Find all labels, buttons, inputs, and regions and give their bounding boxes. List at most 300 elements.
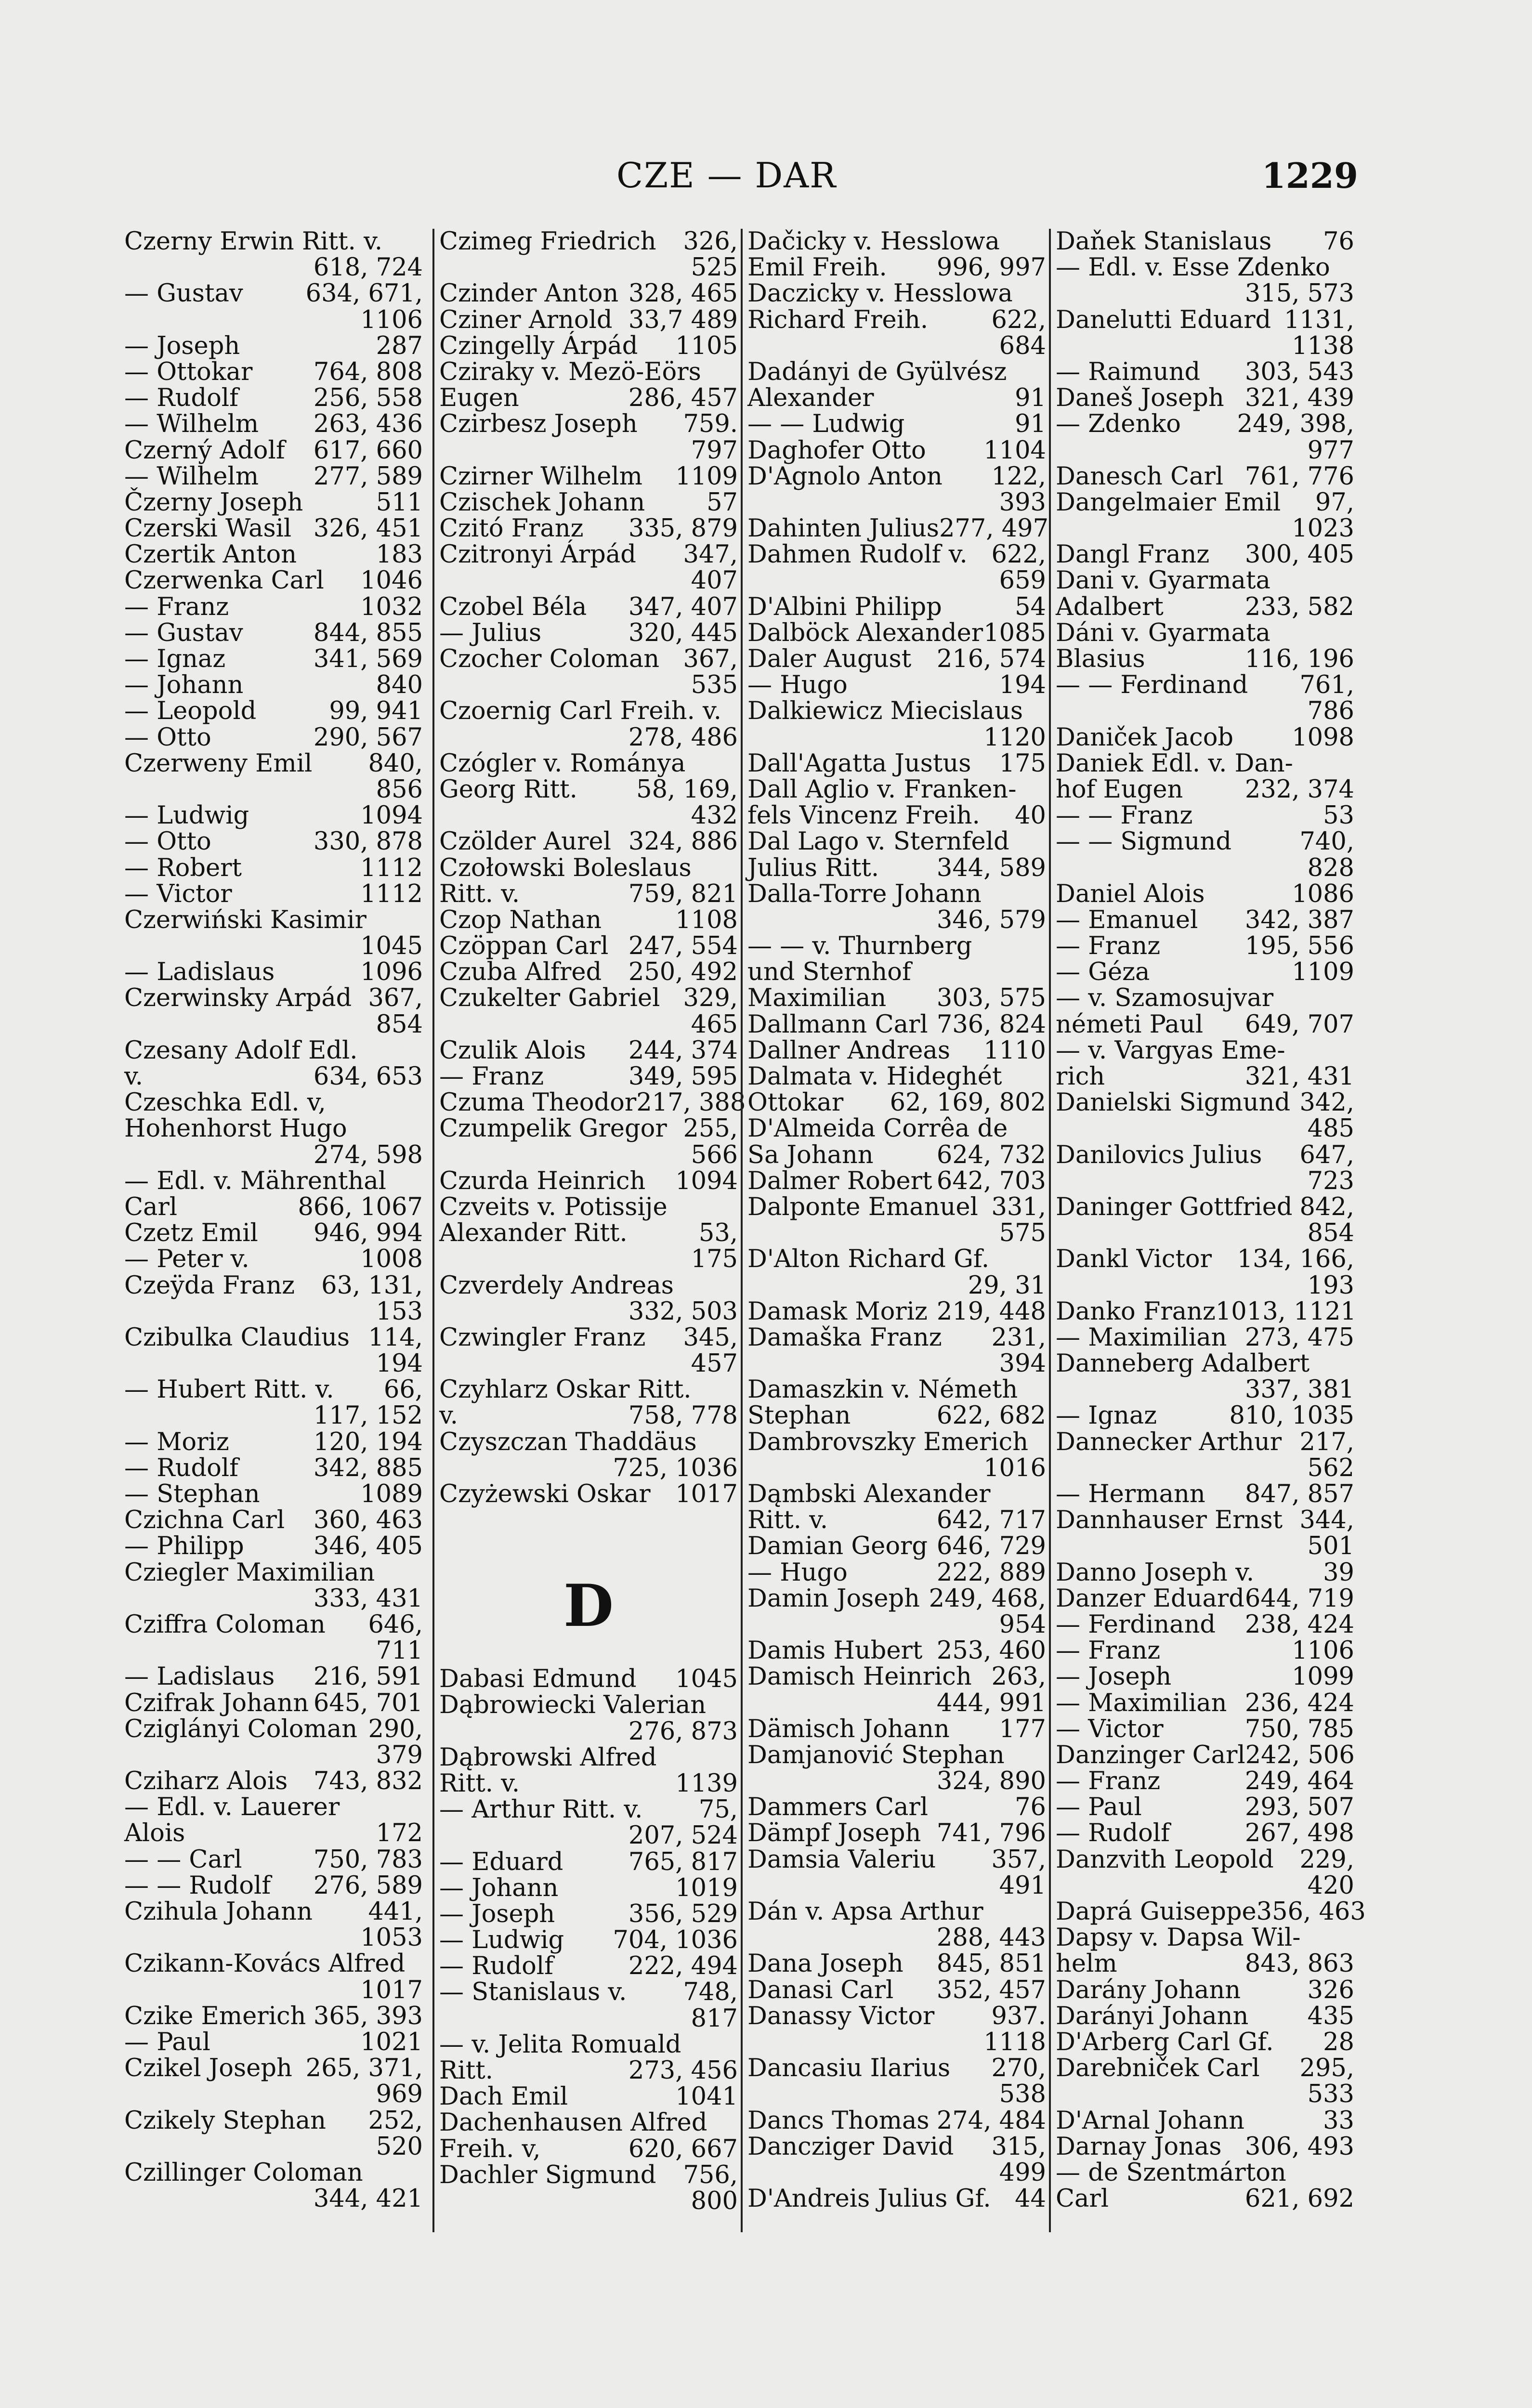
entry-name: — Wilhelm <box>124 410 259 439</box>
entry-name: Danzvith Leopold <box>1056 1845 1274 1874</box>
index-entry <box>124 1194 423 1220</box>
entry-name: Danno Joseph v. <box>1056 1558 1255 1587</box>
index-entry <box>439 829 738 855</box>
entry-pages: 352, 457 <box>936 1976 1046 2004</box>
index-entry <box>439 1455 738 1481</box>
entry-name: Dalböck Alexander <box>747 618 983 647</box>
entry-pages: 642, 703 <box>936 1166 1046 1195</box>
index-entry <box>1056 1012 1354 1038</box>
entry-name: Blasius <box>1056 645 1145 673</box>
entry-name: Sa Johann <box>747 1140 874 1169</box>
index-entry <box>747 1560 1046 1586</box>
index-entry <box>747 907 1046 933</box>
column-4 <box>1049 227 1366 2232</box>
entry-name: Daprá Guiseppe <box>1056 1898 1257 1926</box>
entry-name: Darány Johann <box>1056 1976 1241 2004</box>
entry-name: Dangl Franz <box>1056 540 1210 569</box>
index-entry <box>1056 672 1354 698</box>
entry-name: Danzer Eduard <box>1056 1584 1244 1613</box>
entry-name: Czerski Wasil <box>124 514 292 543</box>
entry-pages: 273, 475 <box>1244 1323 1354 1352</box>
index-entry <box>1056 959 1354 985</box>
entry-name: — Emanuel <box>1056 905 1198 934</box>
entry-pages: 644, 719 <box>1244 1584 1354 1613</box>
entry-name: — Johann <box>124 671 244 700</box>
index-entry <box>439 1875 738 1901</box>
header-range: CZE — DAR <box>616 155 837 196</box>
index-entry <box>439 1273 738 1299</box>
index-entry <box>747 777 1046 803</box>
index-entry <box>124 1273 423 1299</box>
index-entry <box>124 1455 423 1481</box>
index-entry <box>1056 1638 1354 1664</box>
entry-pages: 58, 169, <box>636 775 738 804</box>
entry-name: Daninger Gottfried <box>1056 1192 1293 1221</box>
index-entry <box>439 1953 738 1979</box>
index-entry <box>747 438 1046 464</box>
index-entry <box>1056 620 1354 646</box>
index-entry <box>439 307 738 333</box>
entry-name: Czerný Adolf <box>124 436 285 465</box>
entry-name: Dahmen Rudolf v. <box>747 540 968 569</box>
entry-name: Dallner Andreas <box>747 1036 950 1065</box>
entry-name: — — Franz <box>1056 801 1193 830</box>
entry-name: — Rudolf <box>1056 1819 1170 1848</box>
entry-pages: 116, 196 <box>1244 645 1354 673</box>
entry-pages: 76 <box>1015 1793 1046 1822</box>
entry-name: D'Andreis Julius Gf. <box>747 2185 991 2213</box>
entry-pages: 1085 <box>983 618 1046 647</box>
entry-pages: 828 <box>1307 853 1354 882</box>
entry-pages: 659 <box>999 566 1046 595</box>
entry-pages: 759. <box>683 410 738 439</box>
entry-name: Czocher Coloman <box>439 645 660 673</box>
entry-pages: 194 <box>999 671 1046 700</box>
entry-pages: 645, 701 <box>313 1688 423 1717</box>
entry-pages: 741, 796 <box>936 1819 1046 1848</box>
entry-pages: 326, <box>683 227 738 256</box>
entry-pages: 236, 424 <box>1244 1688 1354 1717</box>
entry-pages: 435 <box>1307 2002 1354 2030</box>
entry-pages: 1017 <box>360 1976 423 2004</box>
index-entry <box>747 1820 1046 1846</box>
entry-pages: 175 <box>691 1245 738 1274</box>
index-entry <box>1056 1090 1354 1116</box>
entry-pages: 759, 821 <box>628 879 738 908</box>
entry-pages: 1109 <box>1292 958 1354 987</box>
entry-name: — Victor <box>1056 1714 1164 1743</box>
index-entry <box>1056 777 1354 803</box>
index-entry <box>439 229 738 255</box>
index-entry <box>124 307 423 333</box>
entry-pages: 91 <box>1015 384 1046 413</box>
entry-pages: 345, <box>683 1323 738 1352</box>
entry-pages: 360, 463 <box>313 1506 423 1535</box>
entry-pages: 622, <box>991 540 1046 569</box>
index-entry <box>747 672 1046 698</box>
entry-name: — Gustav <box>124 279 243 308</box>
index-entry <box>439 2162 738 2188</box>
entry-pages: 1045 <box>360 932 423 961</box>
entry-name: — Hubert Ritt. v. <box>124 1375 334 1404</box>
entry-pages: 1046 <box>360 566 423 595</box>
entry-pages: 1041 <box>675 2082 738 2111</box>
entry-pages: 249, 398, <box>1237 410 1354 439</box>
entry-name: — Paul <box>124 2028 210 2056</box>
index-entry <box>1056 333 1354 359</box>
entry-name: — v. Szamosujvar <box>1056 984 1274 1013</box>
index-entry <box>439 1901 738 1927</box>
entry-pages: 797 <box>691 436 738 465</box>
entry-pages: 704, 1036 <box>613 1926 738 1955</box>
index-entry <box>439 2032 738 2058</box>
index-entry <box>124 1090 423 1116</box>
index-entry <box>747 411 1046 437</box>
index-entry <box>747 1664 1046 1690</box>
entry-pages: 328, 465 <box>628 279 738 308</box>
index-entry <box>439 672 738 698</box>
entry-name: Ritt. v. <box>747 1506 828 1535</box>
index-entry <box>124 2029 423 2055</box>
index-entry <box>124 1429 423 1455</box>
entry-pages: 624, 732 <box>936 1140 1046 1169</box>
index-entry <box>124 281 423 307</box>
index-entry <box>747 1377 1046 1403</box>
entry-pages: 324, 890 <box>936 1767 1046 1796</box>
entry-name: — Rudolf <box>124 1453 238 1482</box>
entry-pages: 854 <box>1307 1219 1354 1248</box>
entry-name: Danko Franz <box>1056 1297 1216 1326</box>
entry-name: Daczicky v. Hesslowa <box>747 279 1013 308</box>
index-entry <box>747 1977 1046 2003</box>
entry-name: Czyhlarz Oskar Ritt. <box>439 1375 692 1404</box>
index-entry <box>747 933 1046 959</box>
entry-pages: 76 <box>1323 227 1354 256</box>
index-entry <box>124 1951 423 1977</box>
entry-name: Freih. v, <box>439 2134 541 2163</box>
entry-name: Daneš Joseph <box>1056 384 1224 413</box>
entry-pages: 249, 468, <box>929 1584 1046 1613</box>
index-entry <box>124 359 423 385</box>
entry-name: Czikely Stephan <box>124 2106 326 2135</box>
entry-name: Dalkiewicz Miecislaus <box>747 697 1023 726</box>
entry-name: Alexander <box>747 384 874 413</box>
entry-pages: 344, 589 <box>936 853 1046 882</box>
entry-name: Damsia Valeriu <box>747 1845 936 1874</box>
index-entry <box>439 438 738 464</box>
index-entry <box>124 1325 423 1351</box>
entry-name: Czischek Johann <box>439 488 645 517</box>
index-entry <box>439 490 738 516</box>
entry-name: Dalmata v. Hideghét <box>747 1062 1002 1091</box>
index-entry <box>439 594 738 620</box>
entry-pages: 290, 567 <box>313 723 423 752</box>
entry-pages: 75, <box>698 1795 738 1824</box>
entry-name: Dalla-Torre Johann <box>747 879 982 908</box>
entry-name: — Raimund <box>1056 357 1201 386</box>
index-entry <box>747 725 1046 751</box>
entry-pages: 441, <box>368 1898 423 1926</box>
index-entry <box>1056 1455 1354 1481</box>
entry-pages: 233, 582 <box>1244 592 1354 621</box>
entry-name: D'Arnal Johann <box>1056 2106 1244 2135</box>
entry-pages: 711 <box>376 1636 423 1665</box>
entry-name: Danelutti Eduard <box>1056 305 1271 334</box>
entry-name: v. <box>439 1401 458 1430</box>
entry-name: Dancs Thomas <box>747 2106 930 2135</box>
entry-pages: 66, <box>383 1375 423 1404</box>
entry-name: Czertik Anton <box>124 540 297 569</box>
entry-pages: 538 <box>999 2080 1046 2109</box>
index-entry <box>439 777 738 803</box>
entry-name: Darebniček Carl <box>1056 2054 1260 2083</box>
entry-name: Stephan <box>747 1401 851 1430</box>
index-entry <box>747 1847 1046 1873</box>
entry-pages: 326 <box>1307 1976 1354 2004</box>
entry-pages: 33,7 489 <box>628 305 738 334</box>
index-entry <box>439 1719 738 1745</box>
entry-pages: 407 <box>691 566 738 595</box>
index-entry <box>124 1220 423 1246</box>
index-entry <box>439 1403 738 1429</box>
index-entry <box>124 2160 423 2186</box>
entry-name: Damjanović Stephan <box>747 1741 1005 1769</box>
entry-pages: 342, <box>1299 1088 1354 1117</box>
index-entry <box>124 1899 423 1925</box>
entry-pages: 193 <box>1307 1271 1354 1300</box>
entry-name: Danesch Carl <box>1056 462 1224 491</box>
entry-name: Eugen <box>439 384 519 413</box>
entry-pages: 562 <box>1307 1453 1354 1482</box>
entry-name: — Otto <box>124 723 211 752</box>
entry-pages: 946, 994 <box>313 1219 423 1248</box>
entry-pages: 761, <box>1299 671 1354 700</box>
index-entry <box>747 2055 1046 2081</box>
index-entry <box>1056 464 1354 490</box>
index-entry <box>1056 385 1354 411</box>
index-entry <box>1056 1768 1354 1794</box>
index-entry <box>1056 1560 1354 1586</box>
entry-name: Ritt. <box>439 2056 493 2085</box>
entry-pages: 263, 436 <box>313 410 423 439</box>
entry-name: Czverdely Andreas <box>439 1271 674 1300</box>
index-entry <box>124 542 423 568</box>
entry-pages: 207, 524 <box>628 1821 738 1850</box>
index-entry <box>747 568 1046 594</box>
entry-name: Daniel Alois <box>1056 879 1205 908</box>
entry-name: Czitronyi Árpád <box>439 540 636 569</box>
index-entry <box>747 2029 1046 2055</box>
entry-pages: 843, 863 <box>1244 1950 1354 1978</box>
index-entry <box>747 803 1046 829</box>
entry-name: — Ladislaus <box>124 1662 275 1691</box>
entry-pages: 750, 783 <box>313 1845 423 1874</box>
entry-pages: 333, 431 <box>313 1584 423 1613</box>
index-entry <box>1056 1038 1354 1064</box>
entry-pages: 276, 589 <box>313 1871 423 1900</box>
entry-name: — Stephan <box>124 1480 260 1508</box>
index-entry <box>439 933 738 959</box>
entry-name: Dankl Victor <box>1056 1245 1212 1274</box>
index-entry <box>124 751 423 777</box>
index-entry <box>124 1012 423 1038</box>
entry-pages: 332, 503 <box>628 1297 738 1326</box>
entry-pages: 1053 <box>360 1924 423 1952</box>
index-entry <box>747 359 1046 385</box>
entry-pages: 255, <box>683 1114 738 1143</box>
entry-name: Alexander Ritt. <box>439 1219 628 1248</box>
entry-name: Dancasiu Ilarius <box>747 2054 951 2083</box>
entry-pages: 758, 778 <box>628 1401 738 1430</box>
index-entry <box>124 1925 423 1951</box>
entry-pages: 1110 <box>983 1036 1046 1065</box>
index-entry <box>439 385 738 411</box>
index-entry <box>439 2006 738 2032</box>
entry-pages: 342, 885 <box>313 1453 423 1482</box>
index-entry <box>124 1847 423 1873</box>
entry-name: — Julius <box>439 618 542 647</box>
entry-name: Daniček Jacob <box>1056 723 1234 752</box>
entry-name: Czerwenka Carl <box>124 566 324 595</box>
entry-pages: 216, 591 <box>313 1662 423 1691</box>
index-entry <box>747 1586 1046 1612</box>
entry-pages: 324, 886 <box>628 827 738 856</box>
index-entry <box>124 1742 423 1768</box>
entry-name: — Philipp <box>124 1532 244 1561</box>
index-entry <box>439 1038 738 1064</box>
index-entry <box>747 1090 1046 1116</box>
entry-pages: 937. <box>991 2002 1046 2030</box>
entry-pages: 1112 <box>360 853 423 882</box>
entry-name: Dancziger David <box>747 2132 954 2161</box>
entry-name: Czurda Heinrich <box>439 1166 646 1195</box>
index-entry <box>1056 2003 1354 2029</box>
index-entry <box>124 1533 423 1559</box>
entry-pages: 800 <box>691 2186 738 2215</box>
entry-pages: 33 <box>1323 2106 1354 2135</box>
index-entry <box>1056 1429 1354 1455</box>
entry-pages: 320, 445 <box>628 618 738 647</box>
index-entry <box>439 2136 738 2162</box>
entry-pages: 748, <box>683 1978 738 2007</box>
entry-pages: 725, 1036 <box>613 1453 738 1482</box>
entry-pages: 256, 558 <box>313 384 423 413</box>
index-entry <box>124 2108 423 2134</box>
index-entry <box>124 1586 423 1612</box>
entry-name: — Ignaz <box>124 645 226 673</box>
page-header <box>125 155 1358 198</box>
entry-pages: 250, 492 <box>628 958 738 987</box>
entry-pages: 1017 <box>675 1480 738 1508</box>
entry-pages: 485 <box>1307 1114 1354 1143</box>
entry-name: Dana Joseph <box>747 1950 903 1978</box>
index-entry <box>124 698 423 724</box>
index-entry <box>439 959 738 985</box>
entry-pages: 1131, <box>1283 305 1354 334</box>
index-entry <box>747 490 1046 516</box>
entry-pages: 1104 <box>983 436 1046 465</box>
entry-pages: 566 <box>691 1140 738 1169</box>
entry-name: Czumpelik Gregor <box>439 1114 667 1143</box>
entry-pages: 365, 393 <box>313 2002 423 2030</box>
index-entry <box>124 333 423 359</box>
index-entry <box>1056 2160 1354 2186</box>
index-entry <box>124 1873 423 1899</box>
entry-name: Dallmann Carl <box>747 1010 928 1039</box>
entry-name: — Edl. v. Lauerer <box>124 1793 340 1822</box>
entry-name: — Géza <box>1056 958 1150 987</box>
entry-name: — — v. Thurnberg <box>747 932 972 961</box>
entry-name: Georg Ritt. <box>439 775 577 804</box>
index-entry <box>124 411 423 437</box>
entry-pages: 842, <box>1299 1192 1354 1221</box>
entry-pages: 840, <box>368 749 423 778</box>
index-entry <box>747 255 1046 281</box>
index-entry <box>124 1064 423 1090</box>
entry-pages: 321, 439 <box>1244 384 1354 413</box>
entry-name: D'Arberg Carl Gf. <box>1056 2028 1274 2056</box>
entry-name: — Robert <box>124 853 242 882</box>
index-entry <box>124 490 423 516</box>
entry-pages: 646, 729 <box>936 1532 1046 1561</box>
index-entry <box>1056 2108 1354 2134</box>
index-entry <box>1056 516 1354 542</box>
entry-pages: 53 <box>1323 801 1354 830</box>
entry-name: Czógler v. Románya <box>439 749 686 778</box>
entry-pages: 761, 776 <box>1244 462 1354 491</box>
index-entry <box>439 1429 738 1455</box>
index-entry <box>747 1716 1046 1742</box>
index-entry <box>1056 1299 1354 1325</box>
entry-pages: 153 <box>376 1297 423 1326</box>
index-entry <box>1056 1925 1354 1951</box>
index-entry <box>747 1951 1046 1977</box>
index-entry <box>747 1273 1046 1299</box>
entry-pages: 444, 991 <box>936 1688 1046 1717</box>
entry-name: Czirbesz Joseph <box>439 410 638 439</box>
entry-pages: 40 <box>1015 801 1046 830</box>
entry-pages: 97, <box>1315 488 1354 517</box>
entry-name: D'Albini Philipp <box>747 592 942 621</box>
entry-name: Czerweny Emil <box>124 749 313 778</box>
index-entry <box>124 464 423 490</box>
index-entry <box>747 698 1046 724</box>
index-entry <box>439 1481 738 1507</box>
index-entry <box>747 1507 1046 1533</box>
column-2 <box>432 227 746 2232</box>
index-entry <box>1056 307 1354 333</box>
entry-pages: 265, 371, <box>305 2054 423 2083</box>
entry-name: Dal Lago v. Sternfeld <box>747 827 1009 856</box>
index-columns <box>124 229 1372 2232</box>
entry-name: Czeschka Edl. v, <box>124 1088 326 1117</box>
entry-name: Carl <box>124 1192 178 1221</box>
entry-pages: 335, 879 <box>628 514 738 543</box>
index-entry <box>439 855 738 881</box>
entry-name: Danielski Sigmund <box>1056 1088 1291 1117</box>
entry-pages: 183 <box>376 540 423 569</box>
index-entry <box>439 1088 746 1117</box>
entry-pages: 346, 405 <box>313 1532 423 1561</box>
index-entry <box>1056 829 1354 855</box>
index-entry <box>1056 438 1354 464</box>
entry-pages: 341, 569 <box>313 645 423 673</box>
index-entry <box>439 1979 738 2005</box>
index-entry <box>747 594 1046 620</box>
index-entry <box>439 1351 738 1377</box>
index-entry <box>439 725 738 751</box>
entry-pages: 856 <box>376 775 423 804</box>
